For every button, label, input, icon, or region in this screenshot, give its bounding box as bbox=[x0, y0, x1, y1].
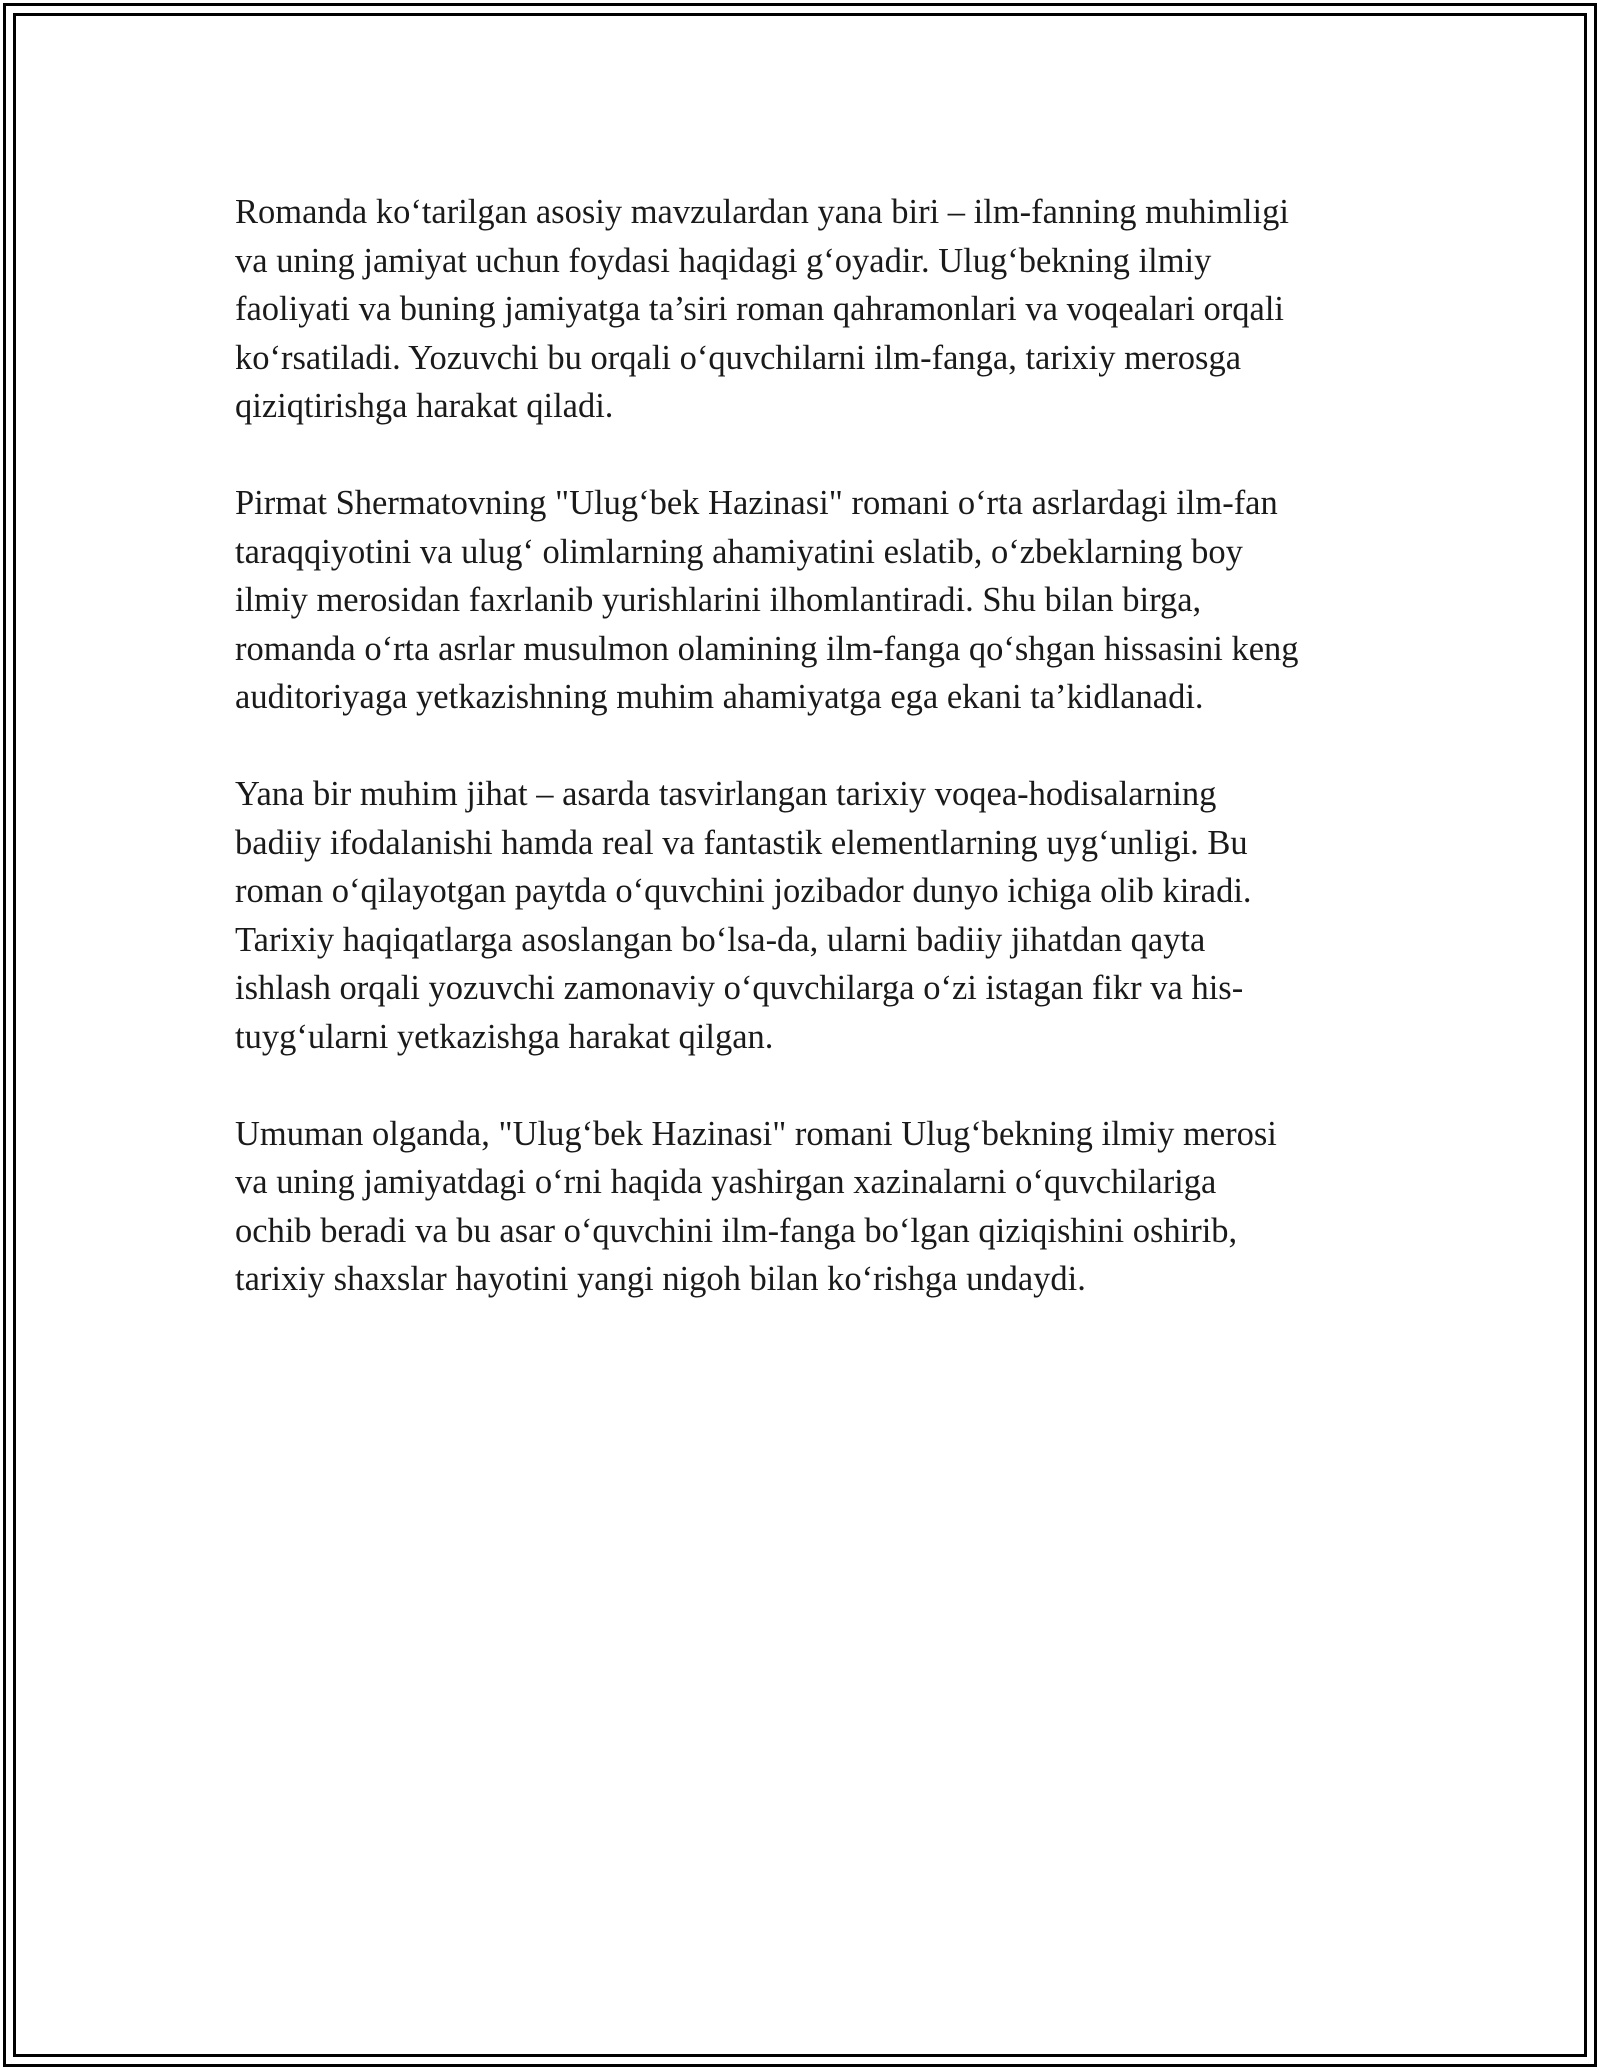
paragraph-2: Pirmat Shermatovning "Ulug‘bek Hazinasi" romani o‘rta asrlardagi ilm-fan taraqqiyotini va ulug‘ olimlarning ahamiyatini eslatib, o‘zbeklarning boy ilmiy merosidan faxrlanib yurishlarini ilhomlantiradi. Shu bilan birga, romanda o‘rta asrlar musulmon olamining ilm-fanga qo‘shgan hissasini keng auditoriyaga yetkazishning muhim ahamiyatga ega ekani ta’kidlanadi. bbox=[235, 484, 1299, 716]
paragraph-1: Romanda ko‘tarilgan asosiy mavzulardan yana biri – ilm-fanning muhimligi va uning jamiyat uchun foydasi haqidagi g‘oyadir. Ulug‘bekning ilmiy faoliyati va buning jamiyatga ta’siri roman qahramonlari va voqealari orqali ko‘rsatiladi. Yozuvchi bu orqali o‘quvchilarni ilm-fanga, tarixiy merosga qiziqtirishga harakat qiladi. bbox=[235, 193, 1289, 425]
document-body bbox=[235, 188, 1385, 1352]
paragraph-4: Umuman olganda, "Ulug‘bek Hazinasi" romani Ulug‘bekning ilmiy merosi va uning jamiyatdagi o‘rni haqida yashirgan xazinalarni o‘quvchilariga ochib beradi va bu asar o‘quvchini ilm-fanga bo‘lgan qiziqishini oshirib, tarixiy shaxslar hayotini yangi nigoh bilan ko‘rishga undaydi. bbox=[235, 1114, 1277, 1298]
paragraph-3: Yana bir muhim jihat – asarda tasvirlangan tarixiy voqea-hodisalarning badiiy ifodalanishi hamda real va fantastik elementlarning uyg‘unligi. Bu roman o‘qilayotgan paytda o‘quvchini jozibador dunyo ichiga olib kiradi. Tarixiy haqiqatlarga asoslangan bo‘lsa-da, ularni badiiy jihatdan qayta ishlash orqali yozuvchi zamonaviy o‘quvchilarga o‘zi istagan fikr va his- tuyg‘ularni yetkazishga harakat qilgan. bbox=[235, 775, 1252, 1056]
